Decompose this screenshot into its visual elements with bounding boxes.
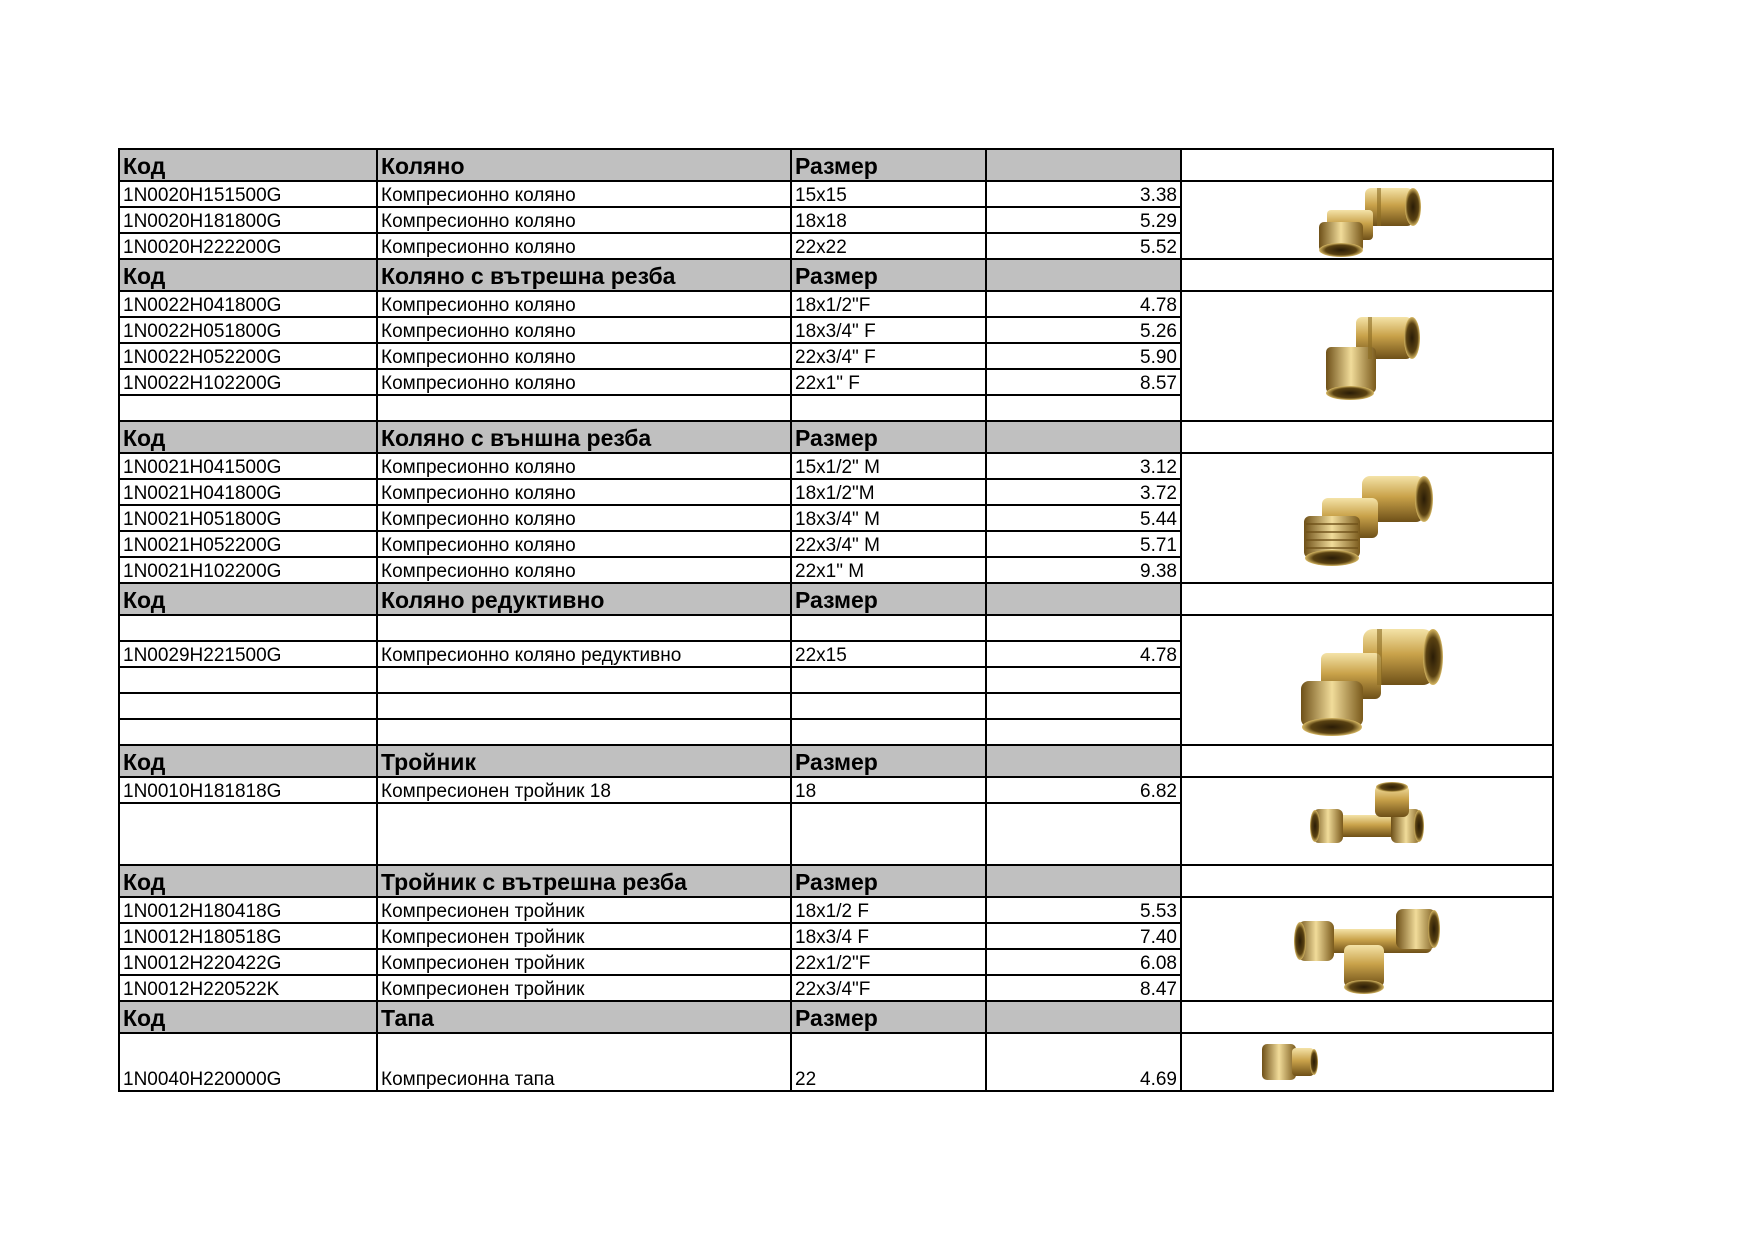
section-title: Коляно с външна резба	[377, 421, 791, 453]
product-code: 1N0012H180418G	[119, 897, 377, 923]
product-size: 18x3/4" F	[791, 317, 986, 343]
product-size: 18x3/4" M	[791, 505, 986, 531]
product-price: 4.69	[986, 1033, 1181, 1091]
product-code: 1N0020H222200G	[119, 233, 377, 259]
product-price: 7.40	[986, 923, 1181, 949]
product-code: 1N0012H180518G	[119, 923, 377, 949]
image-column-header	[1181, 745, 1553, 777]
product-size: 22x3/4" M	[791, 531, 986, 557]
elbow-male-thread-icon	[1292, 468, 1442, 568]
product-code: 1N0021H041500G	[119, 453, 377, 479]
product-name: Компресионна тапа	[377, 1033, 791, 1091]
product-code	[119, 395, 377, 421]
product-price: 8.57	[986, 369, 1181, 395]
product-image-cell	[1181, 1033, 1553, 1091]
section-header	[119, 421, 1553, 453]
product-price	[986, 693, 1181, 719]
product-size: 22x1" M	[791, 557, 986, 583]
section-header	[119, 865, 1553, 897]
product-name: Компресионно коляно	[377, 291, 791, 317]
price-column-header	[986, 259, 1181, 291]
elbow-female-thread-icon	[1312, 311, 1422, 401]
tee-fitting-icon	[1307, 781, 1427, 861]
product-price: 3.12	[986, 453, 1181, 479]
product-size: 15x1/2" M	[791, 453, 986, 479]
product-name: Компресионно коляно	[377, 479, 791, 505]
product-name	[377, 615, 791, 641]
product-image-cell	[1181, 291, 1553, 421]
product-name: Компресионен тройник	[377, 897, 791, 923]
product-name: Компресионно коляно	[377, 531, 791, 557]
product-name: Компресионно коляно	[377, 317, 791, 343]
table-row	[119, 777, 1553, 803]
product-name	[377, 803, 791, 865]
section-header	[119, 149, 1553, 181]
size-column-header: Размер	[791, 745, 986, 777]
product-price: 5.53	[986, 897, 1181, 923]
size-column-header: Размер	[791, 149, 986, 181]
product-price	[986, 667, 1181, 693]
product-code	[119, 719, 377, 745]
image-column-header	[1181, 583, 1553, 615]
product-name: Компресионен тройник	[377, 975, 791, 1001]
section-header	[119, 1001, 1553, 1033]
code-column-header: Код	[119, 421, 377, 453]
product-name	[377, 719, 791, 745]
price-column-header	[986, 421, 1181, 453]
product-price: 5.52	[986, 233, 1181, 259]
product-code: 1N0012H220422G	[119, 949, 377, 975]
product-code: 1N0022H052200G	[119, 343, 377, 369]
product-code: 1N0021H051800G	[119, 505, 377, 531]
product-code: 1N0040H220000G	[119, 1033, 377, 1091]
product-price	[986, 719, 1181, 745]
product-size: 22	[791, 1033, 986, 1091]
product-image-cell	[1181, 777, 1553, 865]
product-name: Компресионен тройник	[377, 949, 791, 975]
code-column-header: Код	[119, 583, 377, 615]
product-size: 18	[791, 777, 986, 803]
product-price	[986, 615, 1181, 641]
product-code: 1N0020H151500G	[119, 181, 377, 207]
product-size	[791, 719, 986, 745]
price-column-header	[986, 149, 1181, 181]
product-price: 5.90	[986, 343, 1181, 369]
product-size: 22x15	[791, 641, 986, 667]
cap-fitting-icon	[1256, 1038, 1320, 1086]
product-size	[791, 803, 986, 865]
size-column-header: Размер	[791, 259, 986, 291]
size-column-header: Размер	[791, 865, 986, 897]
section-title: Коляно	[377, 149, 791, 181]
product-size: 22x3/4"F	[791, 975, 986, 1001]
table-row	[119, 453, 1553, 479]
code-column-header: Код	[119, 1001, 377, 1033]
product-price	[986, 803, 1181, 865]
product-code: 1N0022H051800G	[119, 317, 377, 343]
code-column-header: Код	[119, 259, 377, 291]
image-column-header	[1181, 149, 1553, 181]
product-code	[119, 615, 377, 641]
product-price: 6.08	[986, 949, 1181, 975]
size-column-header: Размер	[791, 421, 986, 453]
price-column-header	[986, 1001, 1181, 1033]
product-code: 1N0021H041800G	[119, 479, 377, 505]
image-column-header	[1181, 865, 1553, 897]
table-row	[119, 615, 1553, 641]
section-header	[119, 583, 1553, 615]
product-code: 1N0022H041800G	[119, 291, 377, 317]
product-price: 8.47	[986, 975, 1181, 1001]
product-code	[119, 667, 377, 693]
product-name: Компресионно коляно	[377, 207, 791, 233]
product-price: 3.72	[986, 479, 1181, 505]
section-title: Тройник	[377, 745, 791, 777]
product-name	[377, 693, 791, 719]
image-column-header	[1181, 1001, 1553, 1033]
product-name: Компресионно коляно	[377, 505, 791, 531]
product-name: Компресионно коляно	[377, 343, 791, 369]
product-name: Компресионно коляно	[377, 181, 791, 207]
section-header	[119, 745, 1553, 777]
table-row	[119, 181, 1553, 207]
product-code: 1N0020H181800G	[119, 207, 377, 233]
price-column-header	[986, 583, 1181, 615]
product-code	[119, 803, 377, 865]
product-price: 5.26	[986, 317, 1181, 343]
code-column-header: Код	[119, 745, 377, 777]
section-title: Тапа	[377, 1001, 791, 1033]
product-code: 1N0021H102200G	[119, 557, 377, 583]
table-row	[119, 897, 1553, 923]
product-code: 1N0010H181818G	[119, 777, 377, 803]
product-name	[377, 395, 791, 421]
image-column-header	[1181, 259, 1553, 291]
section-title: Коляно с вътрешна резба	[377, 259, 791, 291]
elbow-fitting-icon	[1307, 182, 1427, 258]
product-code: 1N0029H221500G	[119, 641, 377, 667]
product-price: 5.44	[986, 505, 1181, 531]
size-column-header: Размер	[791, 583, 986, 615]
product-price: 4.78	[986, 641, 1181, 667]
product-price: 3.38	[986, 181, 1181, 207]
product-size	[791, 667, 986, 693]
reducing-elbow-icon	[1287, 623, 1447, 738]
product-name: Компресионно коляно редуктивно	[377, 641, 791, 667]
product-price: 4.78	[986, 291, 1181, 317]
product-code	[119, 693, 377, 719]
section-title: Коляно редуктивно	[377, 583, 791, 615]
size-column-header: Размер	[791, 1001, 986, 1033]
product-size: 18x18	[791, 207, 986, 233]
product-price: 5.29	[986, 207, 1181, 233]
code-column-header: Код	[119, 865, 377, 897]
product-name: Компресионно коляно	[377, 557, 791, 583]
price-column-header	[986, 745, 1181, 777]
product-name: Компресионно коляно	[377, 233, 791, 259]
tee-female-thread-icon	[1292, 901, 1442, 997]
code-column-header: Код	[119, 149, 377, 181]
product-name	[377, 667, 791, 693]
price-column-header	[986, 865, 1181, 897]
product-price: 6.82	[986, 777, 1181, 803]
product-size: 15x15	[791, 181, 986, 207]
product-code: 1N0012H220522K	[119, 975, 377, 1001]
product-size: 18x1/2"M	[791, 479, 986, 505]
product-image-cell	[1181, 615, 1553, 745]
product-size: 22x1" F	[791, 369, 986, 395]
product-name: Компресионен тройник	[377, 923, 791, 949]
product-name: Компресионно коляно	[377, 369, 791, 395]
product-name: Компресионен тройник 18	[377, 777, 791, 803]
product-image-cell	[1181, 897, 1553, 1001]
product-size	[791, 693, 986, 719]
price-table	[118, 148, 1554, 1092]
product-price	[986, 395, 1181, 421]
table-row	[119, 1033, 1553, 1091]
product-price: 9.38	[986, 557, 1181, 583]
section-header	[119, 259, 1553, 291]
product-size	[791, 615, 986, 641]
image-column-header	[1181, 421, 1553, 453]
product-size: 22x22	[791, 233, 986, 259]
product-image-cell	[1181, 181, 1553, 259]
price-sheet	[118, 148, 1552, 1092]
product-size: 18x1/2"F	[791, 291, 986, 317]
table-row	[119, 291, 1553, 317]
product-price: 5.71	[986, 531, 1181, 557]
product-size: 18x1/2 F	[791, 897, 986, 923]
product-code: 1N0022H102200G	[119, 369, 377, 395]
product-image-cell	[1181, 453, 1553, 583]
product-size: 22x1/2"F	[791, 949, 986, 975]
product-code: 1N0021H052200G	[119, 531, 377, 557]
product-name: Компресионно коляно	[377, 453, 791, 479]
product-size: 18x3/4 F	[791, 923, 986, 949]
product-size: 22x3/4" F	[791, 343, 986, 369]
section-title: Тройник с вътрешна резба	[377, 865, 791, 897]
product-size	[791, 395, 986, 421]
